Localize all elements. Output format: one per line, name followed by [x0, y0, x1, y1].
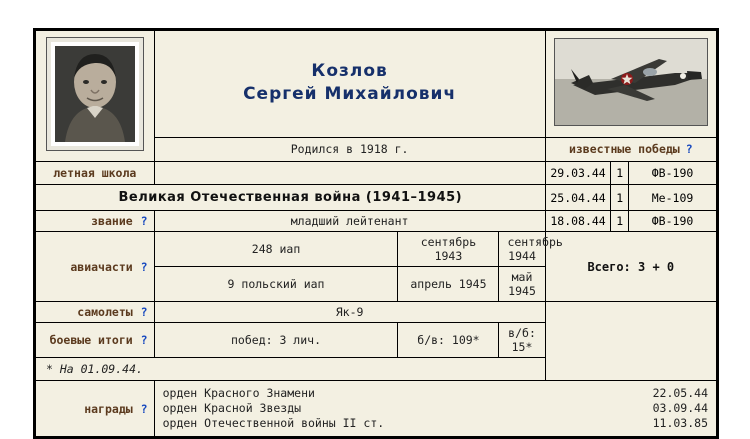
units-row-1 [36, 232, 717, 267]
results-help-icon[interactable]: ? [140, 333, 148, 347]
results-victories: побед: 3 лич. [154, 323, 398, 358]
award-date: 22.05.44 [652, 386, 708, 400]
planes-value: Як-9 [154, 302, 545, 323]
awards-label: награды [84, 401, 133, 416]
results-label: боевые итоги [49, 333, 133, 347]
portrait-photo [46, 37, 144, 151]
victory-count: 1 [611, 185, 629, 211]
planes-label: самолеты [77, 305, 133, 319]
award-item [163, 401, 708, 416]
awards-help-icon[interactable]: ? [140, 401, 148, 416]
war-title: Великая Отечественная война (1941–1945) [36, 185, 546, 211]
flight-school-label: летная школа [36, 162, 155, 185]
award-date: 03.09.44 [652, 401, 708, 415]
awards-row [36, 381, 717, 437]
victories-help-icon[interactable]: ? [685, 142, 693, 157]
rank-help-icon[interactable]: ? [140, 214, 148, 228]
name-cell [154, 31, 545, 138]
victory-type: ФВ-190 [629, 162, 717, 185]
planes-label-cell [36, 302, 155, 323]
pilot-table [35, 30, 717, 437]
rank-value: младший лейтенант [154, 211, 545, 232]
surname: Козлов [311, 60, 388, 81]
unit-to: май 1945 [499, 267, 545, 302]
results-combats: в/б: 15* [499, 323, 545, 358]
rank-row [36, 211, 717, 232]
planes-help-icon[interactable]: ? [140, 305, 148, 319]
header-row [36, 31, 717, 138]
units-help-icon[interactable]: ? [140, 259, 148, 274]
aircraft-photo [554, 38, 708, 126]
pilot-card [33, 28, 719, 439]
results-sorties: б/в: 109* [398, 323, 499, 358]
results-label-cell [36, 323, 155, 358]
awards-list [154, 381, 716, 437]
units-label: авиачасти [70, 259, 133, 274]
rank-label-cell [36, 211, 155, 232]
award-name: орден Красной Звезды [162, 401, 302, 415]
awards-label-cell [36, 381, 155, 437]
flight-school-value [154, 162, 545, 185]
planes-row [36, 302, 717, 323]
victory-date: 29.03.44 [545, 162, 611, 185]
flight-school-row [36, 162, 717, 185]
war-title-row [36, 185, 717, 211]
rank-label: звание [91, 214, 133, 228]
victory-date: 18.08.44 [545, 211, 611, 232]
unit-from: апрель 1945 [398, 267, 499, 302]
award-name: орден Отечественной войны II ст. [162, 416, 385, 430]
given-name: Сергей Михайлович [243, 83, 457, 104]
award-item [163, 416, 708, 431]
victory-count: 1 [611, 211, 629, 232]
unit-to: сентябрь 1944 [499, 232, 545, 267]
footnote: * На 01.09.44. [36, 358, 546, 381]
victory-count: 1 [611, 162, 629, 185]
award-name: орден Красного Знамени [162, 386, 315, 400]
unit-name: 9 польский иап [154, 267, 398, 302]
units-label-cell [36, 232, 155, 302]
born-text: Родился в 1918 г. [154, 137, 545, 162]
victory-type: Ме-109 [629, 185, 717, 211]
portrait-cell [36, 31, 155, 162]
unit-name: 248 иап [154, 232, 398, 267]
victory-date: 25.04.44 [545, 185, 611, 211]
victory-type: ФВ-190 [629, 211, 717, 232]
unit-from: сентябрь 1943 [398, 232, 499, 267]
award-item [163, 386, 708, 401]
victories-title-cell [545, 137, 716, 162]
victories-title: известные победы [568, 142, 680, 157]
award-date: 11.03.85 [652, 416, 708, 430]
victories-total: Всего: 3 + 0 [545, 232, 716, 302]
aircraft-cell [545, 31, 716, 138]
right-spacer [545, 302, 716, 381]
